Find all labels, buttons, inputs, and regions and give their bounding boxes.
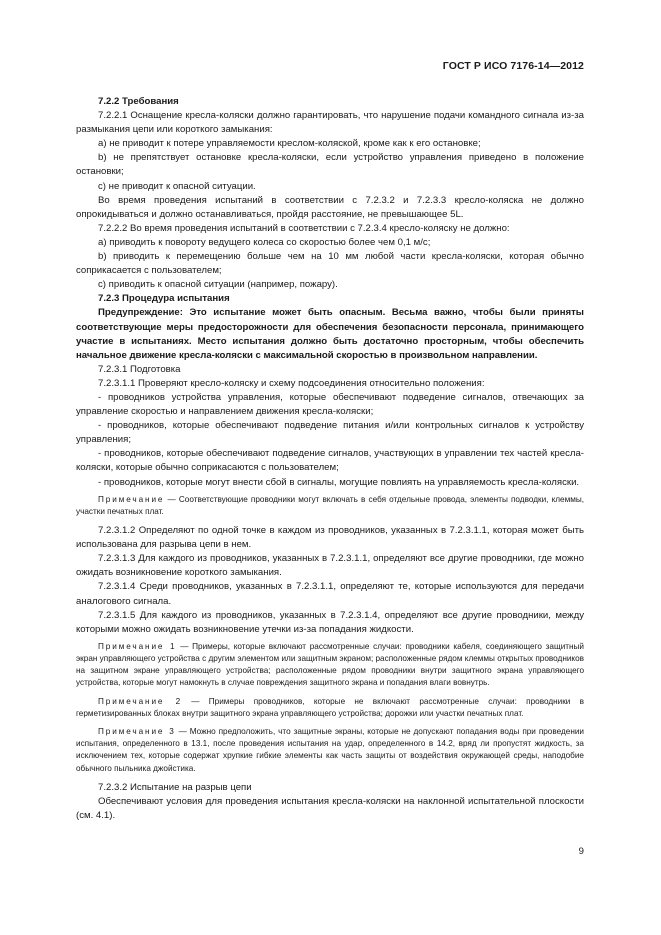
list-item: - проводников, которые обеспечивают подведение питания и/или контрольных сигналов к устройству управления; [76, 420, 584, 446]
note-label: Примечание 3 [98, 727, 176, 736]
paragraph: 7.2.3.1.5 Для каждого из проводников, указанных в 7.2.3.1.4, определяют все другие проводники, между которыми можно ожидать возникновение утечки из-за попадания жидкости. [76, 609, 584, 635]
section-heading-7-2-3: 7.2.3 Процедура испытания [98, 293, 230, 305]
paragraph: 7.2.3.1.4 Среди проводников, указанных в 7.2.3.1.1, определяют те, которые используются для передачи аналогового сигнала. [76, 581, 584, 607]
page-number: 9 [578, 846, 584, 857]
list-item: а) не приводит к потере управляемости креслом-коляской, кроме как к его остановке; [98, 138, 481, 150]
note-label: Примечание [98, 494, 165, 504]
paragraph: Во время проведения испытаний в соответствии с 7.2.3.2 и 7.2.3.3 кресло-коляска не должно опрокидываться и должно останавливаться, пройдя расстояние, не превышающее 5L. [76, 194, 584, 220]
document-body [76, 95, 584, 823]
note-text: — Примеры, которые включают рассмотренные случаи: проводники кабеля, соединяющего защитный экран управляющего устройства с другим элементом или защитным экраном; расположенные рядом клеммы открытых проводников на защитном экране управляющего устройства; расположенные рядом проводники внутри защитного экрана управляющего устройства, которые могут намокнуть в случае повреждения защитного экрана и попадания влаги вовнутрь. [76, 641, 584, 688]
note [76, 494, 584, 518]
list-item: b) не препятствует остановке кресла-коляски, если устройство управления приведено в положение остановки; [76, 152, 584, 178]
paragraph: 7.2.3.1.2 Определяют по одной точке в каждом из проводников, указанных в 7.2.3.1.1, которая может быть использована для разрыва цепи в нем. [76, 525, 584, 551]
paragraph: 7.2.3.1.1 Проверяют кресло-коляску и схему подсоединения относительно положения: [98, 377, 485, 389]
note-text: — Можно предположить, что защитные экраны, которые не допускают попадания воды при проведении испытания, определенного в 13.1, после проведения испытания на удар, определенного в 14.2, вряд ли пропустят жидкость, за исключением тех, которые содержат хрупкие гибкие элементы как часть защиты от воздействия окружающей среды, наподобие обычного пыльника джойстика. [76, 727, 584, 773]
note [76, 726, 584, 775]
list-item: b) приводить к перемещению больше чем на 10 мм любой части кресла-коляски, которая обычно соприкасается с пользователем; [76, 251, 584, 277]
section-heading-7-2-2: 7.2.2 Требования [98, 96, 179, 107]
standard-header: ГОСТ Р ИСО 7176-14—2012 [442, 60, 584, 72]
subsection-heading: 7.2.3.1 Подготовка [98, 363, 181, 375]
list-item: а) приводить к повороту ведущего колеса со скоростью более чем 0,1 м/с; [98, 236, 431, 248]
list-item: - проводников устройства управления, которые обеспечивают подведение сигналов, отвечающих за управление скоростью и направлением движения кресла-коляски; [76, 391, 584, 418]
note-text: — Примеры проводников, которые не включают рассмотренные случаи: проводники в герметизированных блоках внутри защитного экрана управляющего устройства; дорожки или участки печатных плат. [76, 696, 584, 718]
note-label: Примечание 1 [98, 641, 177, 651]
warning-paragraph: Предупреждение: Это испытание может быть опасным. Весьма важно, чтобы были приняты соответствующие меры предосторожности для обеспечения безопасности персонала, принимающего участие в испытаниях. Место испытания должно быть достаточно просторным, чтобы обеспечить начальное движение кресла-коляски с максимальной скоростью в произвольном направлении. [76, 307, 584, 361]
subsection-heading: 7.2.3.2 Испытание на разрыв цепи [98, 781, 252, 793]
note-text: — Соответствующие проводники могут включать в себя отдельные провода, элементы подводки, клеммы, участки печатных плат. [76, 494, 584, 516]
note [76, 641, 584, 690]
paragraph: 7.2.2.1 Оснащение кресла-коляски должно гарантировать, что нарушение подачи командного сигнала из-за размыкания цепи или короткого замыкания: [76, 110, 584, 136]
paragraph: 7.2.3.1.3 Для каждого из проводников, указанных в 7.2.3.1.1, определяют все другие проводники, где можно ожидать возникновение короткого замыкания. [76, 553, 584, 579]
list-item: c) приводить к опасной ситуации (например, пожару). [98, 279, 338, 291]
list-item: c) не приводит к опасной ситуации. [98, 180, 256, 192]
list-item: - проводников, которые могут внести сбой в сигналы, могущие повлиять на управляемость кресла-коляски. [98, 476, 580, 488]
paragraph: 7.2.2.2 Во время проведения испытаний в соответствии с 7.2.3.4 кресло-коляску не должно: [98, 222, 510, 234]
list-item: - проводников, которые обеспечивают подведение сигналов, участвующих в управлении тех частей кресла-коляски, которые обычно соприкасаются с пользователем; [76, 448, 584, 474]
note-label: Примечание 2 [98, 696, 183, 706]
paragraph: Обеспечивают условия для проведения испытания кресла-коляски на наклонной испытательной плоскости (см. 4.1). [76, 795, 584, 821]
note [76, 696, 584, 720]
